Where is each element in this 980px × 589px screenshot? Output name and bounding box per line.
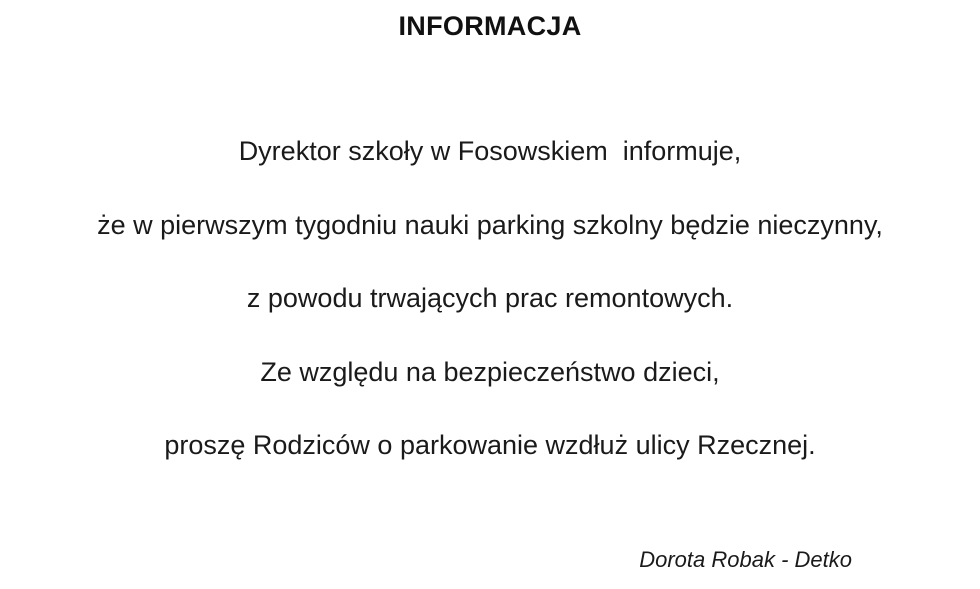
body-line: proszę Rodziców o parkowanie wzdłuż ulicy Rzecznej. xyxy=(164,430,816,461)
body-line: Ze względu na bezpieczeństwo dzieci, xyxy=(260,356,720,387)
signature-block xyxy=(639,546,852,575)
announcement-body xyxy=(0,128,980,468)
signature-name: Dorota Robak - Detko xyxy=(639,547,852,573)
body-line: że w pierwszym tygodniu nauki parking szkolny będzie nieczynny, xyxy=(97,209,883,240)
document-page xyxy=(0,10,980,589)
body-line: Dyrektor szkoły w Fosowskiem informuje, xyxy=(238,136,742,167)
page-title: INFORMACJA xyxy=(398,11,582,41)
body-line: z powodu trwających prac remontowych. xyxy=(246,283,734,314)
